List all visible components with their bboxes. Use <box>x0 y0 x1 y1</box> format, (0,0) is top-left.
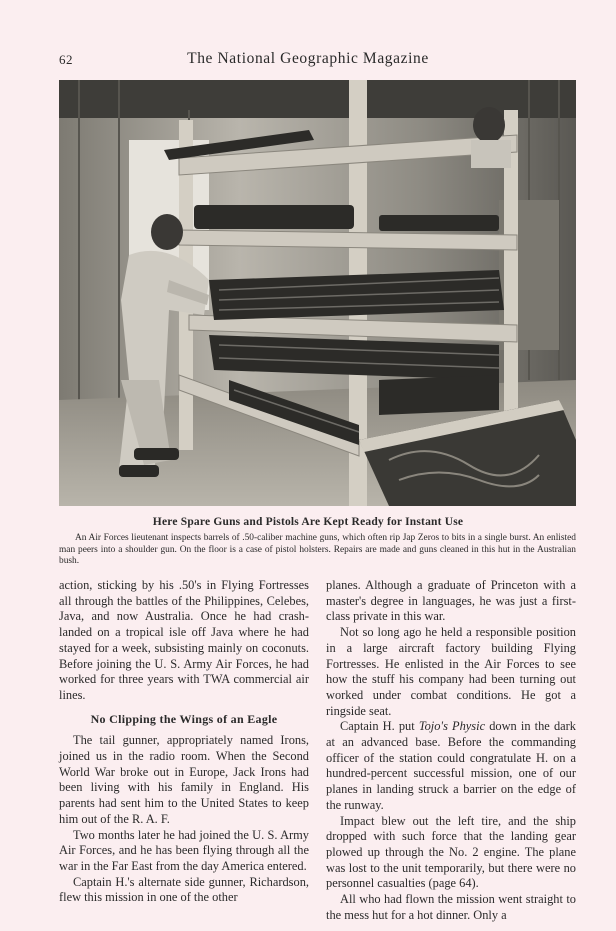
caption-body: An Air Forces lieutenant inspects barrels of .50-caliber machine guns, which often rip Jap Zeros to bits in a single burst. An enlisted man peers into a shoulder gun. On the floor is a case of pistol holsters. Repairs are made and guns cleaned in this hut in the Australian bush. <box>59 533 576 566</box>
paragraph <box>326 719 576 813</box>
paragraph: action, sticking by his .50's in Flying Fortresses all through the battles of the Philippines, Celebes, Java, and now Australia. Once he had crash-landed on a tropical isle off Java where he had stayed for a week, subsisting mainly on coconuts. Before joining the U. S. Army Air Forces, he had worked for three years with TWA commercial air lines. <box>59 578 309 702</box>
page-number: 62 <box>59 52 73 67</box>
magazine-title: The National Geographic Magazine <box>187 50 429 67</box>
photograph-armory-racks-icon <box>59 80 576 506</box>
right-column <box>326 578 576 923</box>
paragraph: Two months later he had joined the U. S. Army Air Forces, and he has been flying through all the war in the Far East from the day America entered. <box>59 827 309 873</box>
paragraph: The tail gunner, appropriately named Irons, joined us in the radio room. When the Second World War broke out in Europe, Jack Irons had been living with his family in England. His parents had sent him to the United States to keep him out of the R. A. F. <box>59 733 309 826</box>
left-column <box>59 578 309 906</box>
paragraph: planes. Although a graduate of Princeton with a master's degree in languages, he was just a first-class private in this war. <box>326 578 576 624</box>
paragraph: Captain H.'s alternate side gunner, Richardson, flew this mission in one of the other <box>59 874 309 905</box>
paragraph: Not so long ago he held a responsible position in a large aircraft factory building Flying Fortresses. He enlisted in the Air Forces to see how the stuff his company had been turning out worked under combat conditions. He got a ringside seat. <box>326 625 576 718</box>
paragraph-text: Captain H. put <box>340 719 415 734</box>
plane-name: Tojo's Physic <box>418 719 486 734</box>
paragraph-text: down in the dark at an advanced base. Before the commanding officer of the station could congratulate H. on a hundred-percent successful mission, one of our planes in landing struck a barrier on the edge of the runway. <box>326 719 576 812</box>
section-heading: No Clipping the Wings of an Eagle <box>90 711 278 726</box>
paragraph: Impact blew out the left tire, and the ship dropped with such force that the landing gear plowed up through the No. 2 engine. The plane was lost to the unit temporarily, but there were no personnel casualties (page 64). <box>326 813 576 891</box>
paragraph: All who had flown the mission went straight to the mess hut for a hot dinner. Only a <box>326 892 576 922</box>
caption-title: Here Spare Guns and Pistols Are Kept Ready for Instant Use <box>152 516 464 528</box>
